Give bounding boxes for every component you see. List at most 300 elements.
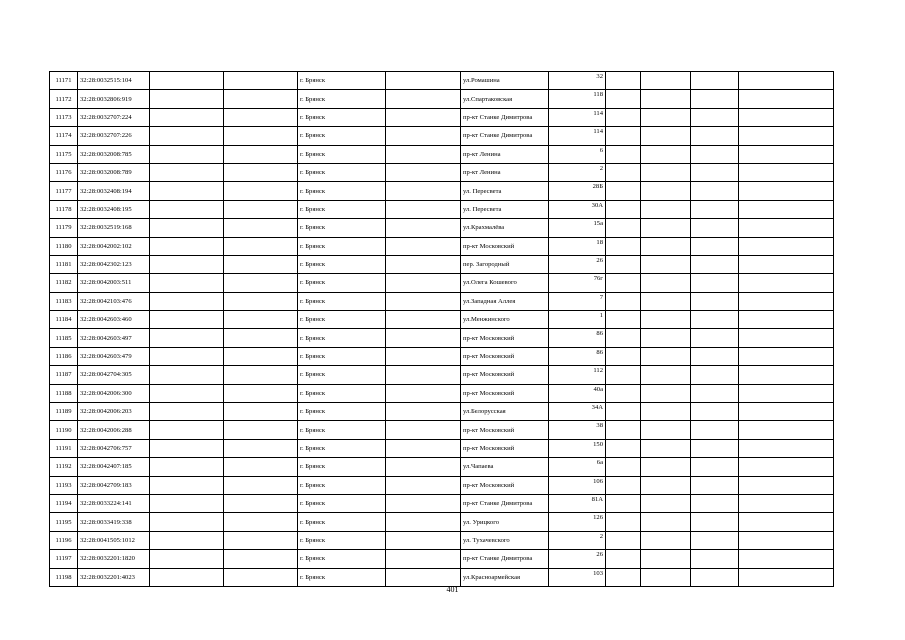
empty-cell bbox=[150, 237, 224, 255]
empty-cell bbox=[691, 329, 739, 347]
street-cell: ул.Белорусская bbox=[461, 403, 549, 421]
cadastral-number: 32:28:0032201:1820 bbox=[78, 550, 150, 568]
empty-cell bbox=[641, 531, 691, 549]
cadastral-number: 32:28:0042006:288 bbox=[78, 421, 150, 439]
empty-cell bbox=[386, 458, 461, 476]
street-cell: пр-кт Московский bbox=[461, 366, 549, 384]
empty-cell bbox=[150, 494, 224, 512]
house-number: 6 bbox=[549, 145, 606, 163]
empty-cell bbox=[150, 384, 224, 402]
empty-cell bbox=[641, 384, 691, 402]
row-number: 11177 bbox=[50, 182, 78, 200]
city-cell: г. Брянск bbox=[298, 476, 386, 494]
street-cell: ул.Ромашина bbox=[461, 72, 549, 90]
row-number: 11192 bbox=[50, 458, 78, 476]
house-number: 6а bbox=[549, 458, 606, 476]
house-number: 112 bbox=[549, 366, 606, 384]
empty-cell bbox=[691, 476, 739, 494]
empty-cell bbox=[606, 568, 641, 586]
house-number: 30А bbox=[549, 200, 606, 218]
empty-cell bbox=[150, 163, 224, 181]
empty-cell bbox=[606, 494, 641, 512]
city-cell: г. Брянск bbox=[298, 200, 386, 218]
empty-cell bbox=[691, 494, 739, 512]
street-cell: ул.Спартаковская bbox=[461, 90, 549, 108]
house-number: 28Б bbox=[549, 182, 606, 200]
table-row bbox=[50, 550, 834, 568]
city-cell: г. Брянск bbox=[298, 72, 386, 90]
street-cell: ул. Урицкого bbox=[461, 513, 549, 531]
empty-cell bbox=[150, 550, 224, 568]
empty-cell bbox=[606, 90, 641, 108]
city-cell: г. Брянск bbox=[298, 274, 386, 292]
table-row bbox=[50, 72, 834, 90]
empty-cell bbox=[606, 127, 641, 145]
cadastral-number: 32:28:0042103:476 bbox=[78, 292, 150, 310]
row-number: 11187 bbox=[50, 366, 78, 384]
empty-cell bbox=[641, 550, 691, 568]
empty-cell bbox=[641, 403, 691, 421]
house-number: 150 bbox=[549, 439, 606, 457]
empty-cell bbox=[224, 513, 298, 531]
empty-cell bbox=[224, 145, 298, 163]
city-cell: г. Брянск bbox=[298, 163, 386, 181]
row-number: 11188 bbox=[50, 384, 78, 402]
empty-cell bbox=[150, 458, 224, 476]
empty-cell bbox=[606, 219, 641, 237]
empty-cell bbox=[606, 329, 641, 347]
empty-cell bbox=[224, 200, 298, 218]
empty-cell bbox=[691, 513, 739, 531]
city-cell: г. Брянск bbox=[298, 403, 386, 421]
table-row bbox=[50, 421, 834, 439]
city-cell: г. Брянск bbox=[298, 513, 386, 531]
empty-cell bbox=[386, 366, 461, 384]
street-cell: пр-кт Московский bbox=[461, 439, 549, 457]
register-table bbox=[49, 71, 834, 587]
city-cell: г. Брянск bbox=[298, 108, 386, 126]
empty-cell bbox=[691, 108, 739, 126]
empty-cell bbox=[386, 182, 461, 200]
street-cell: пр-кт Московский bbox=[461, 237, 549, 255]
empty-cell bbox=[606, 421, 641, 439]
empty-cell bbox=[386, 90, 461, 108]
empty-cell bbox=[386, 145, 461, 163]
street-cell: ул.Красноармейская bbox=[461, 568, 549, 586]
empty-cell bbox=[150, 108, 224, 126]
empty-cell bbox=[606, 366, 641, 384]
house-number: 18 bbox=[549, 237, 606, 255]
city-cell: г. Брянск bbox=[298, 531, 386, 549]
city-cell: г. Брянск bbox=[298, 90, 386, 108]
empty-cell bbox=[691, 366, 739, 384]
empty-cell bbox=[739, 366, 834, 384]
empty-cell bbox=[224, 384, 298, 402]
empty-cell bbox=[739, 531, 834, 549]
table-row bbox=[50, 531, 834, 549]
cadastral-number: 32:28:0042006:300 bbox=[78, 384, 150, 402]
empty-cell bbox=[150, 329, 224, 347]
cadastral-number: 32:28:0033224:141 bbox=[78, 494, 150, 512]
empty-cell bbox=[224, 108, 298, 126]
empty-cell bbox=[386, 476, 461, 494]
cadastral-number: 32:28:0032515:104 bbox=[78, 72, 150, 90]
row-number: 11173 bbox=[50, 108, 78, 126]
empty-cell bbox=[739, 200, 834, 218]
city-cell: г. Брянск bbox=[298, 494, 386, 512]
empty-cell bbox=[691, 237, 739, 255]
empty-cell bbox=[606, 182, 641, 200]
house-number: 7 bbox=[549, 292, 606, 310]
house-number: 38 bbox=[549, 421, 606, 439]
empty-cell bbox=[691, 127, 739, 145]
table-row bbox=[50, 255, 834, 273]
empty-cell bbox=[641, 72, 691, 90]
empty-cell bbox=[691, 403, 739, 421]
empty-cell bbox=[150, 568, 224, 586]
empty-cell bbox=[150, 145, 224, 163]
city-cell: г. Брянск bbox=[298, 458, 386, 476]
cadastral-number: 32:28:0042003:511 bbox=[78, 274, 150, 292]
empty-cell bbox=[739, 494, 834, 512]
empty-cell bbox=[739, 108, 834, 126]
empty-cell bbox=[386, 237, 461, 255]
row-number: 11197 bbox=[50, 550, 78, 568]
row-number: 11191 bbox=[50, 439, 78, 457]
house-number: 76г bbox=[549, 274, 606, 292]
empty-cell bbox=[386, 329, 461, 347]
empty-cell bbox=[739, 329, 834, 347]
street-cell: пр-кт Станке Димитрова bbox=[461, 108, 549, 126]
city-cell: г. Брянск bbox=[298, 127, 386, 145]
empty-cell bbox=[691, 311, 739, 329]
empty-cell bbox=[691, 255, 739, 273]
empty-cell bbox=[150, 476, 224, 494]
row-number: 11195 bbox=[50, 513, 78, 531]
empty-cell bbox=[224, 255, 298, 273]
row-number: 11176 bbox=[50, 163, 78, 181]
empty-cell bbox=[386, 108, 461, 126]
empty-cell bbox=[641, 145, 691, 163]
empty-cell bbox=[739, 237, 834, 255]
empty-cell bbox=[739, 421, 834, 439]
empty-cell bbox=[641, 568, 691, 586]
empty-cell bbox=[739, 182, 834, 200]
house-number: 86 bbox=[549, 347, 606, 365]
empty-cell bbox=[150, 347, 224, 365]
empty-cell bbox=[739, 568, 834, 586]
house-number: 106 bbox=[549, 476, 606, 494]
house-number: 118 bbox=[549, 90, 606, 108]
street-cell: ул. Тухачевского bbox=[461, 531, 549, 549]
row-number: 11189 bbox=[50, 403, 78, 421]
empty-cell bbox=[739, 458, 834, 476]
register-body bbox=[50, 72, 834, 587]
empty-cell bbox=[606, 476, 641, 494]
empty-cell bbox=[606, 255, 641, 273]
street-cell: ул.Чапаева bbox=[461, 458, 549, 476]
table-row bbox=[50, 200, 834, 218]
row-number: 11182 bbox=[50, 274, 78, 292]
empty-cell bbox=[641, 421, 691, 439]
street-cell: пр-кт Ленина bbox=[461, 163, 549, 181]
house-number: 40а bbox=[549, 384, 606, 402]
cadastral-number: 32:28:0042302:123 bbox=[78, 255, 150, 273]
table-row bbox=[50, 458, 834, 476]
house-number: 2 bbox=[549, 531, 606, 549]
row-number: 11193 bbox=[50, 476, 78, 494]
table-row bbox=[50, 494, 834, 512]
empty-cell bbox=[606, 403, 641, 421]
empty-cell bbox=[691, 200, 739, 218]
empty-cell bbox=[224, 274, 298, 292]
street-cell: ул. Пересвета bbox=[461, 200, 549, 218]
empty-cell bbox=[641, 163, 691, 181]
empty-cell bbox=[606, 108, 641, 126]
empty-cell bbox=[606, 458, 641, 476]
cadastral-number: 32:28:0042603:479 bbox=[78, 347, 150, 365]
empty-cell bbox=[386, 531, 461, 549]
page-number: 401 bbox=[446, 585, 459, 594]
empty-cell bbox=[224, 182, 298, 200]
empty-cell bbox=[691, 72, 739, 90]
city-cell: г. Брянск bbox=[298, 384, 386, 402]
empty-cell bbox=[386, 72, 461, 90]
table-row bbox=[50, 366, 834, 384]
empty-cell bbox=[606, 347, 641, 365]
empty-cell bbox=[224, 458, 298, 476]
table-row bbox=[50, 163, 834, 181]
row-number: 11183 bbox=[50, 292, 78, 310]
empty-cell bbox=[606, 384, 641, 402]
cadastral-number: 32:28:0042603:497 bbox=[78, 329, 150, 347]
empty-cell bbox=[641, 274, 691, 292]
empty-cell bbox=[691, 182, 739, 200]
empty-cell bbox=[224, 494, 298, 512]
empty-cell bbox=[150, 182, 224, 200]
cadastral-number: 32:28:0033419:338 bbox=[78, 513, 150, 531]
table-row bbox=[50, 292, 834, 310]
empty-cell bbox=[150, 421, 224, 439]
street-cell: пр-кт Московский bbox=[461, 476, 549, 494]
empty-cell bbox=[386, 384, 461, 402]
empty-cell bbox=[224, 403, 298, 421]
empty-cell bbox=[606, 274, 641, 292]
empty-cell bbox=[224, 476, 298, 494]
row-number: 11175 bbox=[50, 145, 78, 163]
street-cell: пр-кт Московский bbox=[461, 329, 549, 347]
empty-cell bbox=[739, 163, 834, 181]
empty-cell bbox=[150, 90, 224, 108]
house-number: 1 bbox=[549, 311, 606, 329]
empty-cell bbox=[386, 513, 461, 531]
empty-cell bbox=[739, 384, 834, 402]
empty-cell bbox=[641, 200, 691, 218]
city-cell: г. Брянск bbox=[298, 366, 386, 384]
empty-cell bbox=[691, 550, 739, 568]
empty-cell bbox=[224, 347, 298, 365]
empty-cell bbox=[606, 513, 641, 531]
empty-cell bbox=[150, 403, 224, 421]
empty-cell bbox=[739, 90, 834, 108]
empty-cell bbox=[386, 292, 461, 310]
city-cell: г. Брянск bbox=[298, 311, 386, 329]
empty-cell bbox=[606, 163, 641, 181]
table-row bbox=[50, 311, 834, 329]
street-cell: пр-кт Станке Димитрова bbox=[461, 494, 549, 512]
empty-cell bbox=[739, 72, 834, 90]
row-number: 11184 bbox=[50, 311, 78, 329]
table-row bbox=[50, 329, 834, 347]
house-number: 2 bbox=[549, 163, 606, 181]
empty-cell bbox=[224, 329, 298, 347]
empty-cell bbox=[606, 439, 641, 457]
city-cell: г. Брянск bbox=[298, 255, 386, 273]
city-cell: г. Брянск bbox=[298, 219, 386, 237]
empty-cell bbox=[739, 127, 834, 145]
empty-cell bbox=[606, 200, 641, 218]
city-cell: г. Брянск bbox=[298, 329, 386, 347]
empty-cell bbox=[606, 72, 641, 90]
empty-cell bbox=[386, 311, 461, 329]
empty-cell bbox=[641, 366, 691, 384]
house-number: 34А bbox=[549, 403, 606, 421]
empty-cell bbox=[641, 311, 691, 329]
row-number: 11198 bbox=[50, 568, 78, 586]
house-number: 103 bbox=[549, 568, 606, 586]
cadastral-number: 32:28:0032408:195 bbox=[78, 200, 150, 218]
empty-cell bbox=[641, 513, 691, 531]
empty-cell bbox=[641, 458, 691, 476]
table-row bbox=[50, 145, 834, 163]
house-number: 126 bbox=[549, 513, 606, 531]
empty-cell bbox=[739, 476, 834, 494]
street-cell: ул.Олега Кошевого bbox=[461, 274, 549, 292]
empty-cell bbox=[150, 366, 224, 384]
street-cell: пр-кт Ленина bbox=[461, 145, 549, 163]
empty-cell bbox=[641, 182, 691, 200]
row-number: 11181 bbox=[50, 255, 78, 273]
street-cell: пр-кт Московский bbox=[461, 421, 549, 439]
empty-cell bbox=[386, 550, 461, 568]
city-cell: г. Брянск bbox=[298, 145, 386, 163]
city-cell: г. Брянск bbox=[298, 292, 386, 310]
empty-cell bbox=[150, 127, 224, 145]
row-number: 11190 bbox=[50, 421, 78, 439]
empty-cell bbox=[739, 403, 834, 421]
cadastral-number: 32:28:0042002:102 bbox=[78, 237, 150, 255]
empty-cell bbox=[224, 550, 298, 568]
empty-cell bbox=[224, 163, 298, 181]
empty-cell bbox=[691, 145, 739, 163]
empty-cell bbox=[641, 237, 691, 255]
cadastral-number: 32:28:0032008:789 bbox=[78, 163, 150, 181]
cadastral-number: 32:28:0032408:194 bbox=[78, 182, 150, 200]
row-number: 11174 bbox=[50, 127, 78, 145]
empty-cell bbox=[691, 274, 739, 292]
empty-cell bbox=[739, 255, 834, 273]
cadastral-number: 32:28:0042704:305 bbox=[78, 366, 150, 384]
street-cell: ул.Западная Аллея bbox=[461, 292, 549, 310]
house-number: 114 bbox=[549, 108, 606, 126]
empty-cell bbox=[150, 200, 224, 218]
empty-cell bbox=[150, 219, 224, 237]
empty-cell bbox=[150, 72, 224, 90]
cadastral-number: 32:28:0032008:785 bbox=[78, 145, 150, 163]
table-row bbox=[50, 219, 834, 237]
row-number: 11171 bbox=[50, 72, 78, 90]
empty-cell bbox=[224, 568, 298, 586]
empty-cell bbox=[691, 163, 739, 181]
empty-cell bbox=[386, 421, 461, 439]
empty-cell bbox=[386, 494, 461, 512]
cadastral-number: 32:28:0032201:4023 bbox=[78, 568, 150, 586]
row-number: 11172 bbox=[50, 90, 78, 108]
empty-cell bbox=[691, 421, 739, 439]
empty-cell bbox=[150, 439, 224, 457]
street-cell: пр-кт Московский bbox=[461, 347, 549, 365]
table-row bbox=[50, 403, 834, 421]
empty-cell bbox=[641, 255, 691, 273]
empty-cell bbox=[386, 568, 461, 586]
empty-cell bbox=[641, 219, 691, 237]
row-number: 11194 bbox=[50, 494, 78, 512]
table-row bbox=[50, 476, 834, 494]
empty-cell bbox=[691, 531, 739, 549]
cadastral-number: 32:28:0032806:919 bbox=[78, 90, 150, 108]
empty-cell bbox=[386, 255, 461, 273]
empty-cell bbox=[224, 127, 298, 145]
empty-cell bbox=[224, 421, 298, 439]
house-number: 26 bbox=[549, 255, 606, 273]
street-cell: пр-кт Московский bbox=[461, 384, 549, 402]
city-cell: г. Брянск bbox=[298, 347, 386, 365]
empty-cell bbox=[739, 219, 834, 237]
row-number: 11180 bbox=[50, 237, 78, 255]
cadastral-number: 32:28:0042006:203 bbox=[78, 403, 150, 421]
empty-cell bbox=[739, 311, 834, 329]
empty-cell bbox=[224, 237, 298, 255]
empty-cell bbox=[224, 531, 298, 549]
empty-cell bbox=[606, 550, 641, 568]
empty-cell bbox=[224, 366, 298, 384]
table-row bbox=[50, 90, 834, 108]
empty-cell bbox=[641, 90, 691, 108]
empty-cell bbox=[641, 476, 691, 494]
table-row bbox=[50, 513, 834, 531]
empty-cell bbox=[691, 90, 739, 108]
cadastral-number: 32:28:0042709:183 bbox=[78, 476, 150, 494]
row-number: 11178 bbox=[50, 200, 78, 218]
empty-cell bbox=[386, 127, 461, 145]
empty-cell bbox=[386, 163, 461, 181]
empty-cell bbox=[386, 347, 461, 365]
cadastral-number: 32:28:0032707:224 bbox=[78, 108, 150, 126]
empty-cell bbox=[641, 329, 691, 347]
row-number: 11179 bbox=[50, 219, 78, 237]
empty-cell bbox=[606, 531, 641, 549]
empty-cell bbox=[739, 513, 834, 531]
table-row bbox=[50, 127, 834, 145]
empty-cell bbox=[386, 439, 461, 457]
empty-cell bbox=[224, 311, 298, 329]
house-number: 86 bbox=[549, 329, 606, 347]
empty-cell bbox=[606, 292, 641, 310]
empty-cell bbox=[150, 292, 224, 310]
empty-cell bbox=[150, 255, 224, 273]
empty-cell bbox=[691, 347, 739, 365]
empty-cell bbox=[691, 458, 739, 476]
